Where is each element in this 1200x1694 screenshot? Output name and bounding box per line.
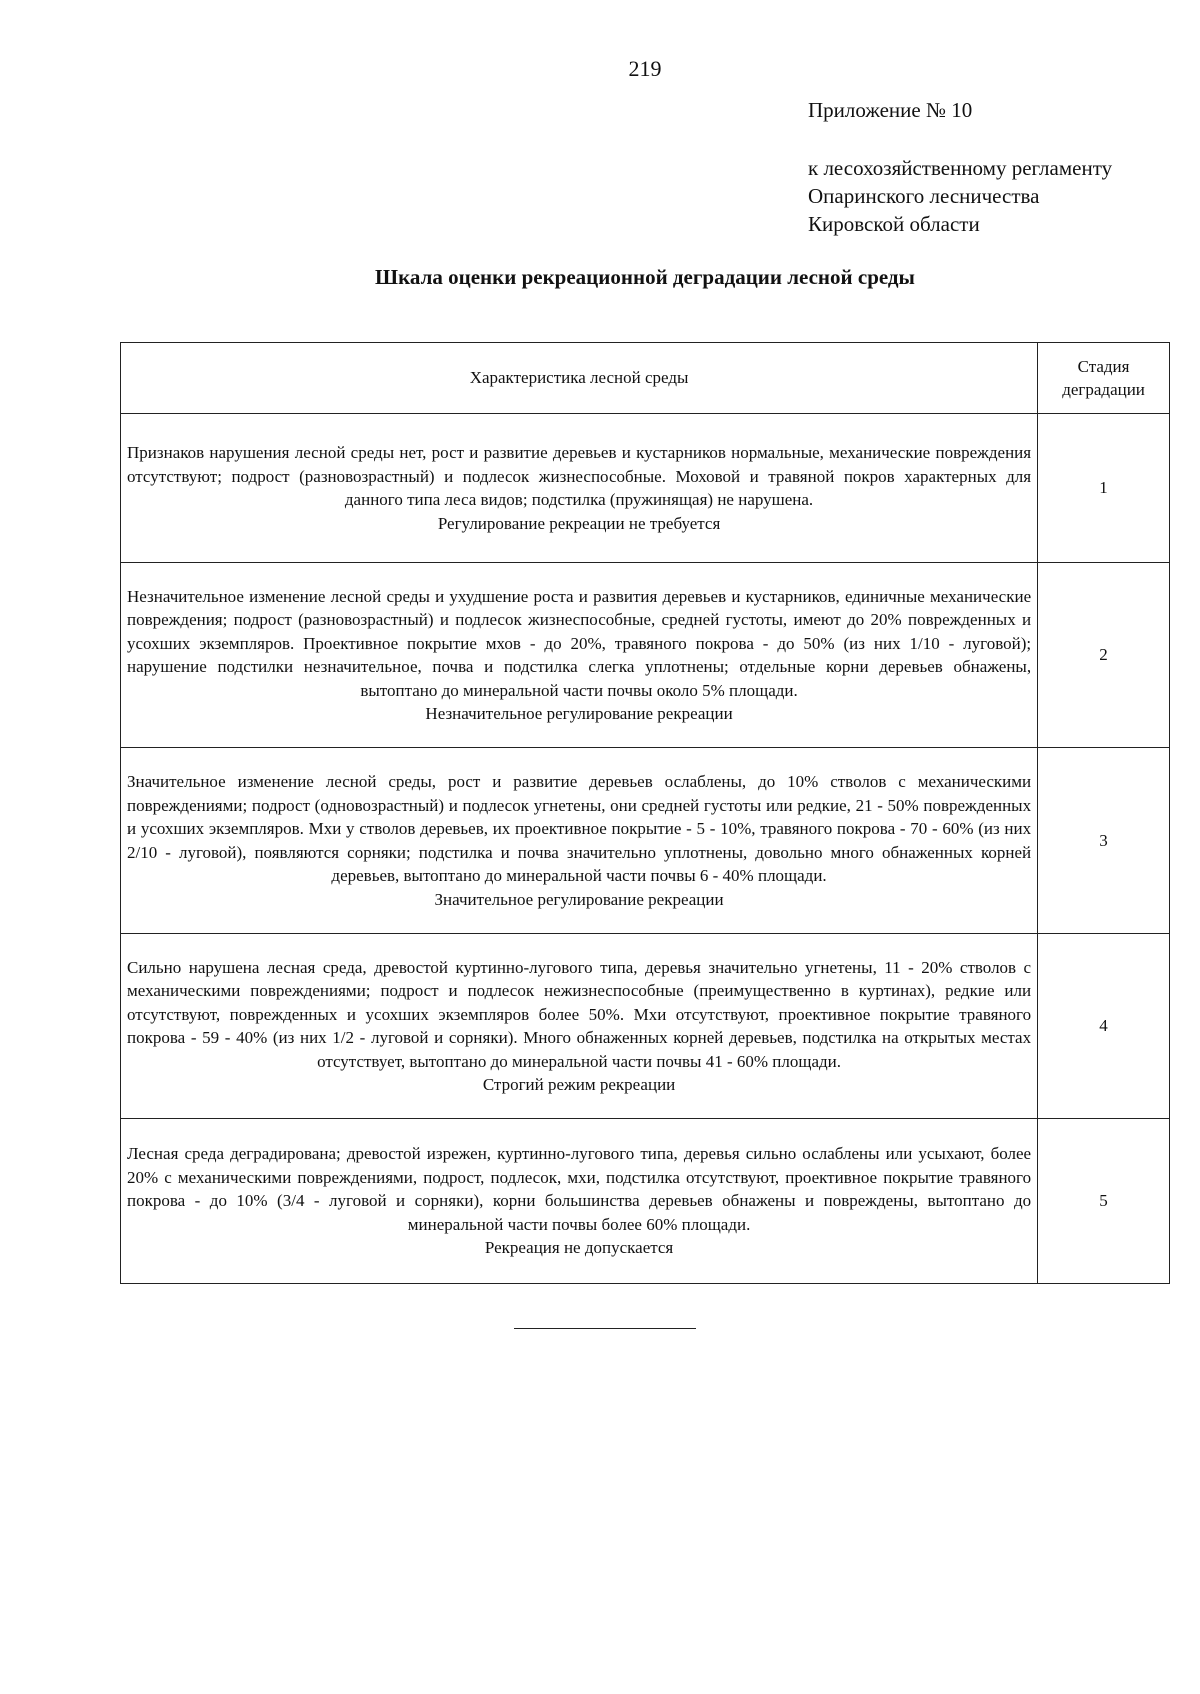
row-characteristic	[121, 748, 1038, 934]
row-characteristic	[121, 563, 1038, 748]
appendix-label: Приложение № 10	[808, 98, 973, 122]
row-stage: 1	[1038, 414, 1170, 563]
row-regulation: Регулирование рекреации не требуется	[437, 513, 721, 533]
row-regulation: Рекреация не допускается	[484, 1238, 674, 1258]
regulation-line: к лесохозяйственному регламенту	[808, 156, 1113, 180]
row-regulation: Значительное регулирование рекреации	[434, 889, 724, 909]
regulation-line: Кировской области	[808, 212, 980, 236]
table-row	[121, 563, 1170, 748]
document-title: Шкала оценки рекреационной деградации лесной среды	[375, 265, 915, 289]
row-stage: 4	[1038, 934, 1170, 1119]
row-stage: 5	[1038, 1119, 1170, 1284]
page-number: 219	[628, 56, 662, 81]
header-characteristic: Характеристика лесной среды	[121, 343, 1038, 414]
table-row	[121, 414, 1170, 563]
degradation-scale-table	[120, 342, 1170, 1284]
row-description: Признаков нарушения лесной среды нет, рост и развитие деревьев и кустарников нормальные, механические повреждения отсутствуют; подрост (разновозрастный) и подлесок жизнеспособные. Моховой и травяной покров характерных для данного типа леса видов; подстилка (пружинящая) не нарушена.	[127, 443, 1032, 509]
regulation-reference	[808, 154, 1112, 238]
row-description: Сильно нарушена лесная среда, древостой куртинно-лугового типа, деревья значительно угнетены, 11 - 20% стволов с механическими повреждениями; подрост и подлесок нежизнеспособные (преимущественно в куртинах), редкие или отсутствуют, поврежденных и усохших экземпляров более 50%. Мхи отсутствуют, проективное покрытие травяного покрова - 59 - 40% (из них 1/2 - луговой и сорняки). Много обнаженных корней деревьев, подстилка на открытых местах отсутствует, вытоптано до минеральной части почвы 41 - 60% площади.	[127, 957, 1032, 1071]
row-regulation: Незначительное регулирование рекреации	[425, 704, 733, 723]
row-regulation: Строгий режим рекреации	[482, 1075, 676, 1094]
row-stage: 2	[1038, 563, 1170, 748]
table-row	[121, 1119, 1170, 1284]
row-description: Незначительное изменение лесной среды и ухудшение роста и развития деревьев и кустарников, единичные механические повреждения; подрост (разновозрастный) и подлесок жизнеспособные, средней густоты, имеют до 20% поврежденных и усохших экземпляров. Проективное покрытие мхов - до 20%, травяного покрова - до 50% (из них 1/10 - луговой); нарушение подстилки незначительное, почва и подстилка слегка уплотнены; отдельные корни деревьев обнажены, вытоптано до минеральной части почвы около 5% площади.	[127, 586, 1032, 700]
row-description: Лесная среда деградирована; древостой изрежен, куртинно-лугового типа, деревья сильно ослаблены или усыхают, более 20% с механическими повреждениями, подрост, подлесок, мхи, подстилка отсутствуют, проективное покрытие травяного покрова - до 10% (3/4 - луговой и сорняки), корни большинства деревьев обнажены и повреждены, вытоптано до минеральной части почвы более 60% площади.	[127, 1144, 1032, 1234]
header-stage: Стадия деградации	[1038, 343, 1170, 414]
end-rule-divider	[514, 1328, 696, 1329]
table-row	[121, 748, 1170, 934]
row-stage: 3	[1038, 748, 1170, 934]
row-characteristic	[121, 934, 1038, 1119]
table-header-row	[121, 343, 1170, 414]
row-description: Значительное изменение лесной среды, рост и развитие деревьев ослаблены, до 10% стволов с механическими повреждениями; подрост (одновозрастный) и подлесок угнетены, они средней густоты или редкие, 21 - 50% поврежденных и усохших экземпляров. Мхи у стволов деревьев, их проективное покрытие - 5 - 10%, травяного покрова - 70 - 60% (из них 2/10 - луговой), появляются сорняки; подстилка и почва значительно уплотнены, довольно много обнаженных корней деревьев, вытоптано до минеральной части почвы 6 - 40% площади.	[127, 772, 1032, 885]
table-row	[121, 934, 1170, 1119]
regulation-line: Опаринского лесничества	[808, 184, 1040, 208]
row-characteristic	[121, 414, 1038, 563]
row-characteristic	[121, 1119, 1038, 1284]
